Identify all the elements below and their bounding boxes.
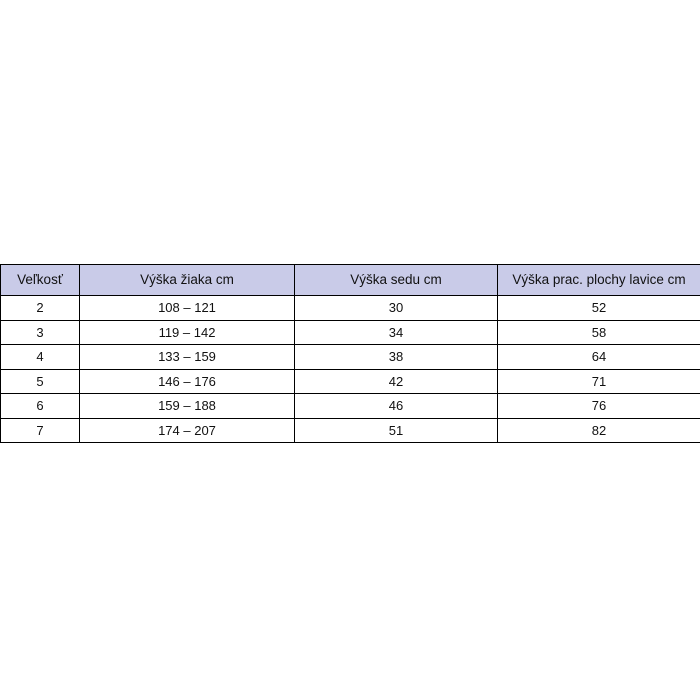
table-row xyxy=(1,296,700,321)
cell-desk-height: 76 xyxy=(498,394,700,419)
table-row xyxy=(1,394,700,419)
cell-desk-height: 82 xyxy=(498,418,700,443)
cell-desk-height: 58 xyxy=(498,320,700,345)
cell-size: 2 xyxy=(1,296,80,321)
table-row xyxy=(1,320,700,345)
cell-seat-height: 34 xyxy=(295,320,498,345)
cell-size: 6 xyxy=(1,394,80,419)
cell-size: 3 xyxy=(1,320,80,345)
table-row xyxy=(1,345,700,370)
cell-seat-height: 51 xyxy=(295,418,498,443)
cell-pupil-height: 174 – 207 xyxy=(80,418,295,443)
cell-desk-height: 71 xyxy=(498,369,700,394)
cell-desk-height: 64 xyxy=(498,345,700,370)
table-row xyxy=(1,369,700,394)
column-header-seat-height: Výška sedu cm xyxy=(295,265,498,296)
cell-seat-height: 38 xyxy=(295,345,498,370)
cell-pupil-height: 133 – 159 xyxy=(80,345,295,370)
column-header-pupil-height: Výška žiaka cm xyxy=(80,265,295,296)
column-header-desk-height: Výška prac. plochy lavice cm xyxy=(498,265,700,296)
table-row xyxy=(1,418,700,443)
cell-desk-height: 52 xyxy=(498,296,700,321)
cell-pupil-height: 159 – 188 xyxy=(80,394,295,419)
cell-size: 5 xyxy=(1,369,80,394)
table-header xyxy=(1,265,700,296)
cell-seat-height: 30 xyxy=(295,296,498,321)
cell-size: 7 xyxy=(1,418,80,443)
cell-pupil-height: 119 – 142 xyxy=(80,320,295,345)
cell-size: 4 xyxy=(1,345,80,370)
column-header-size: Veľkosť xyxy=(1,265,80,296)
size-table xyxy=(0,264,700,443)
size-table-container xyxy=(0,264,700,443)
cell-seat-height: 42 xyxy=(295,369,498,394)
table-body xyxy=(1,296,700,443)
table-header-row xyxy=(1,265,700,296)
cell-pupil-height: 108 – 121 xyxy=(80,296,295,321)
cell-seat-height: 46 xyxy=(295,394,498,419)
cell-pupil-height: 146 – 176 xyxy=(80,369,295,394)
